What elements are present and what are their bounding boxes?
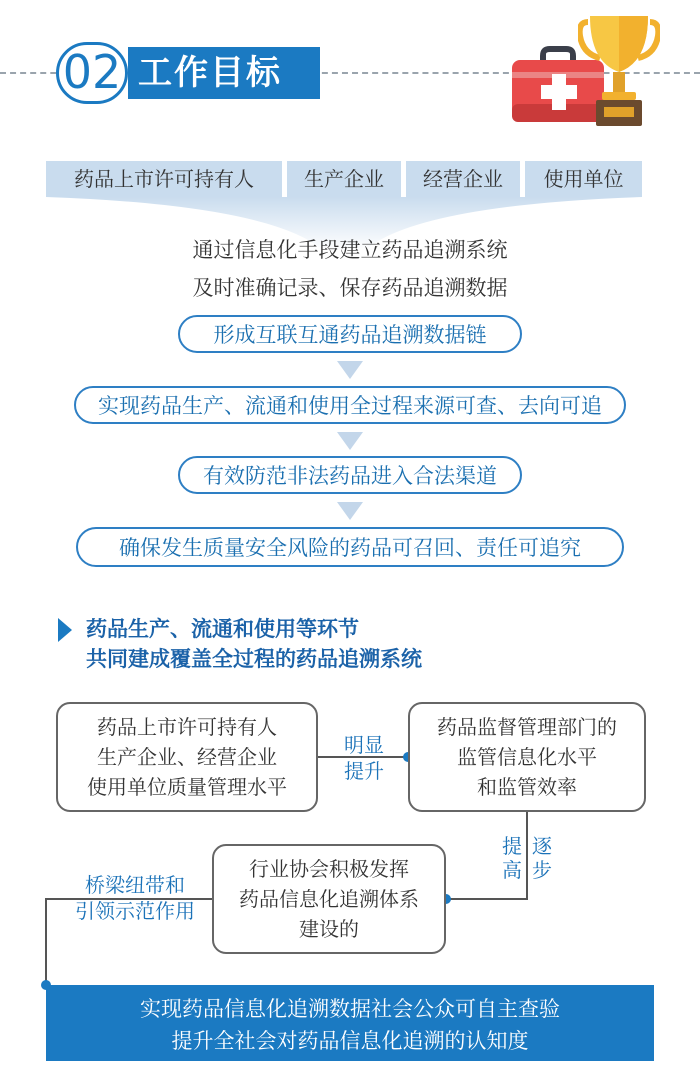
bridge-label-line: 引领示范作用 [75,899,195,923]
quality-box-line: 药品上市许可持有人 [97,715,277,739]
association-box [212,844,446,954]
footer-line-1: 实现药品信息化追溯数据社会公众可自主查验 [140,997,560,1021]
section2-title-line-1: 药品生产、流通和使用等环节 [86,617,359,641]
actor-tab-producer: 生产企业 [287,161,401,197]
quality-box-line: 生产企业、经营企业 [97,745,277,769]
flow-intro-line-2: 及时准确记录、保存药品追溯数据 [192,276,508,300]
flow-step-4: 确保发生质量安全风险的药品可召回、责任可追究 [76,527,624,567]
improve-label-line: 明显 [344,733,384,757]
association-box-line: 药品信息化追溯体系 [239,887,419,911]
flow-step-1: 形成互联互通药品追溯数据链 [178,315,522,353]
regulator-box [408,702,646,812]
flow-step-3: 有效防范非法药品进入合法渠道 [178,456,522,494]
regulator-box-line: 药品监督管理部门的 [437,715,617,739]
quality-box-line: 使用单位质量管理水平 [87,775,287,799]
actor-tab-mah: 药品上市许可持有人 [46,161,282,197]
regulator-box-line: 监管信息化水平 [457,745,597,769]
page-title: 工作目标 [138,53,282,93]
improve-label [334,732,394,784]
section-number-badge: 02 [56,42,128,104]
gradual-label-char: 逐 [532,834,552,858]
quality-level-box [56,702,318,812]
gradual-label-char: 高 [502,858,522,882]
gradual-label-char: 提 [502,834,522,858]
bridge-label-line: 桥梁纽带和 [85,873,185,897]
footer-line-2: 提升全社会对药品信息化追溯的认知度 [171,1029,529,1053]
regulator-box-line: 和监管效率 [477,775,577,799]
bridge-label [62,872,208,924]
association-box-line: 行业协会积极发挥 [249,857,409,881]
association-box-line: 建设的 [299,917,359,941]
gradual-label-char: 步 [532,858,552,882]
flow-intro-line-1: 通过信息化手段建立药品追溯系统 [192,238,508,262]
flow-step-2: 实现药品生产、流通和使用全过程来源可查、去向可追 [74,386,626,424]
actor-tab-distributor: 经营企业 [406,161,520,197]
improve-label-line: 提升 [344,759,384,783]
actor-tab-user-unit: 使用单位 [525,161,642,197]
section2-title-line-2: 共同建成覆盖全过程的药品追溯系统 [86,647,422,671]
footer-banner [46,985,654,1061]
